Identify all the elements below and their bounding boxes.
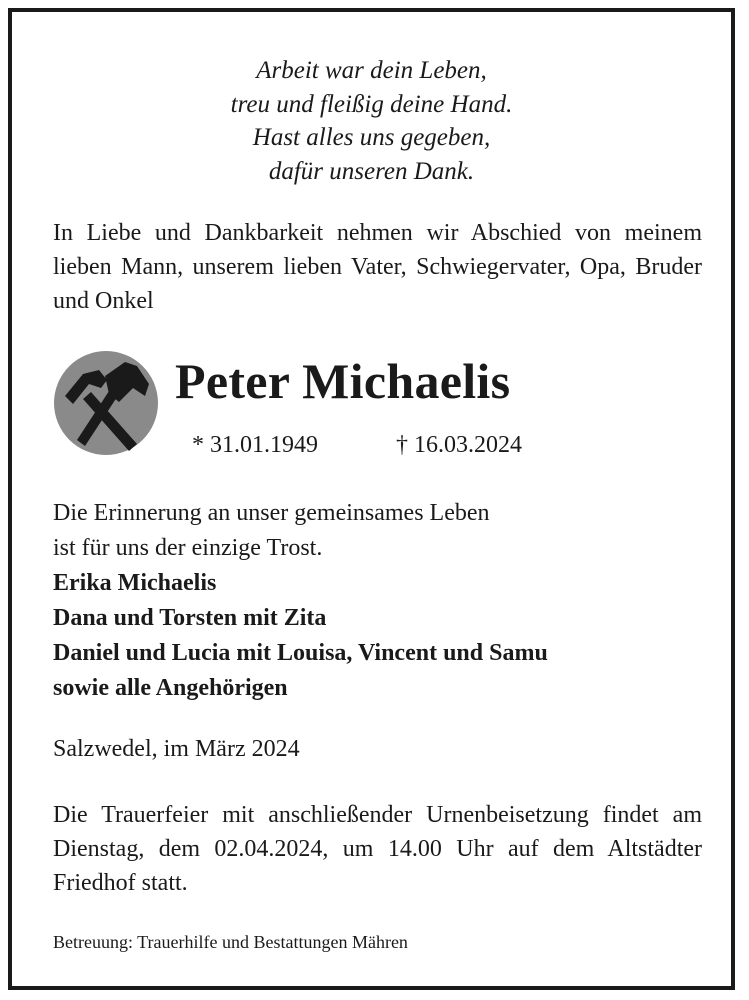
death-date: † 16.03.2024 bbox=[396, 432, 522, 458]
memory-block bbox=[53, 496, 548, 706]
funeral-info: Die Trauerfeier mit anschließender Urnenbeisetzung findet am Dienstag, dem 02.04.2024, um 14.00 Uhr auf dem Altstädter Friedhof statt. bbox=[53, 802, 702, 896]
funeral-home-credit: Betreuung: Trauerhilfe und Bestattungen Mähren bbox=[53, 932, 408, 952]
poem-line: treu und fleißig deine Hand. bbox=[230, 90, 513, 118]
poem-line: Hast alles uns gegeben, bbox=[252, 124, 491, 151]
mourner: Daniel und Lucia mit Louisa, Vincent und Samu bbox=[53, 640, 548, 666]
obituary-card bbox=[8, 8, 735, 990]
memory-line: Die Erinnerung an unser gemeinsames Leben bbox=[53, 500, 490, 526]
intro-text: In Liebe und Dankbarkeit nehmen wir Abschied von meinem lieben Mann, unserem lieben Vater, Schwiegervater, Opa, Bruder und Onkel bbox=[53, 220, 702, 314]
memory-line: ist für uns der einzige Trost. bbox=[53, 535, 323, 561]
deceased-name: Peter Michaelis bbox=[175, 353, 511, 409]
poem-line: Arbeit war dein Leben, bbox=[256, 57, 487, 84]
birth-date: * 31.01.1949 bbox=[192, 432, 318, 458]
poem bbox=[12, 54, 731, 188]
mourner: sowie alle Angehörigen bbox=[53, 675, 288, 701]
crossed-hammers-icon bbox=[53, 350, 159, 456]
mourner: Dana und Torsten mit Zita bbox=[53, 605, 327, 631]
place-date: Salzwedel, im März 2024 bbox=[53, 736, 300, 762]
mourner: Erika Michaelis bbox=[53, 570, 217, 596]
poem-line: dafür unseren Dank. bbox=[268, 157, 475, 185]
